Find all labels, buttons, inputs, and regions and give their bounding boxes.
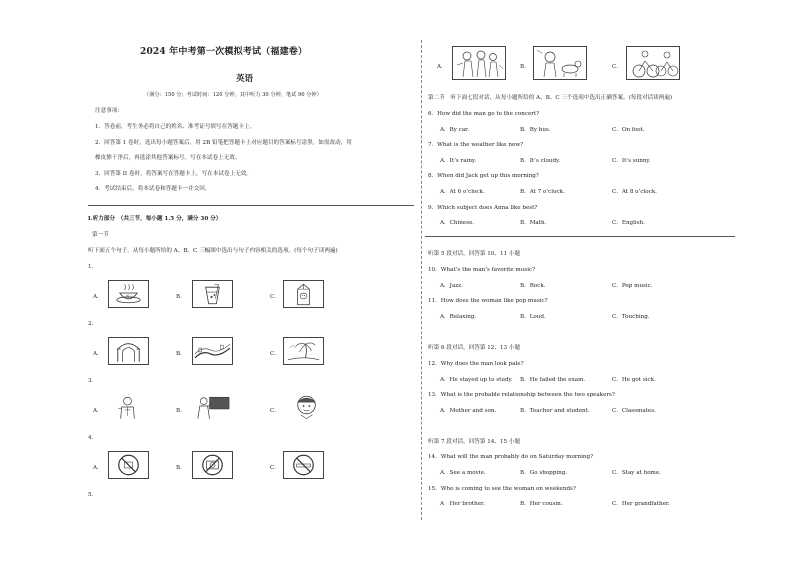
question-number: 3． (88, 378, 98, 384)
no-camera-icon (192, 451, 233, 479)
dialogue-group-label: 听第 6 段对话，回答第 12、13 小题 (428, 345, 521, 351)
separator-line (425, 236, 735, 237)
option-c: C．He got sick. (612, 377, 656, 383)
great-wall-icon (192, 337, 233, 365)
option-a: A．It’s rainy. (440, 158, 477, 164)
exam-info: （满分：150 分；考试时间：120 分钟，其中听力 30 分钟，笔试 90 分钟） (144, 92, 322, 98)
option-b: B．By bus. (520, 127, 551, 133)
police-icon (287, 394, 326, 420)
option-a: A Her brother. (440, 501, 485, 507)
island-palm-icon (283, 337, 324, 365)
option-b: B．It’s cloudy. (520, 158, 561, 164)
milk-carton-icon (283, 280, 324, 308)
listening-part-title: I.听力部分 （共三节，每小题 1.5 分，满分 30 分） (88, 216, 222, 222)
svg-text:茶: 茶 (125, 293, 130, 299)
option-label: C． (270, 408, 280, 414)
option-c: C．Her grandfather. (612, 501, 670, 507)
question-text: 10．What’s the man’s favorite music? (428, 267, 536, 273)
question-number: 2． (88, 321, 98, 327)
note-item: 1．答卷前，考生务必将自己的姓名、准考证号填写在答题卡上。 (95, 124, 256, 130)
option-a: A．Mother and son. (440, 408, 497, 414)
option-b: B．Loud. (520, 314, 546, 320)
kids-dog-icon (533, 46, 587, 80)
question-text: 7．What is the weather like now? (428, 142, 524, 148)
kids-playing-icon (452, 46, 506, 80)
note-item: 橡皮擦干净后，再选涂其他答案标号。写在本试卷上无效。 (95, 155, 241, 161)
question-text: 12．Why does the man look pale? (428, 361, 524, 367)
option-b: B．Go shopping. (520, 470, 568, 476)
section-one-instruction: 听下面五个句子，从每小题所给的 A、B、C 三幅图中选出与句子内容相关的选项。(每个句子读两遍) (88, 248, 338, 254)
option-b: B．At 7 o’clock. (520, 189, 565, 195)
option-c: C．Pop music. (612, 283, 653, 289)
question-text: 15．Who is coming to see the woman on weekends? (428, 486, 576, 492)
dialogue-group-label: 听第 5 段对话，回答第 10、11 小题 (428, 251, 521, 257)
option-b: B．Math. (520, 220, 547, 226)
note-item: 2．回答第 1 卷时，选出每小题答案后，用 2B 铅笔把答题卡上对应题目的答案标号涂黑。如需改动，用 (95, 140, 352, 146)
exam-title: 2024 年中考第一次模拟考试（福建卷） (140, 47, 308, 57)
note-item: 3．回答第 II 卷时，将答案写在答题卡上，写在本试卷上无效。 (95, 171, 252, 177)
option-a: A．He stayed up to study. (440, 377, 513, 383)
dialogue-group-label: 听第 7 段对话，回答第 14、15 小题 (428, 439, 521, 445)
option-label: A． (93, 408, 103, 414)
kids-cycling-icon (626, 46, 680, 80)
question-text: 13．What is the probable relationship between the two speakers? (428, 392, 615, 398)
option-label: A． (93, 294, 103, 300)
option-label: B． (176, 351, 186, 357)
option-a: A．Relaxing. (440, 314, 477, 320)
question-text: 8．When did Jack get up this morning? (428, 173, 539, 179)
option-c: C．At 8 o’clock. (612, 189, 657, 195)
note-item: 4．考试结束后，将本试卷和答题卡一并交回。 (95, 186, 211, 192)
subject-title: 英语 (236, 74, 254, 84)
question-text: 9．Which subject does Anna like best? (428, 205, 538, 211)
option-a: A．By car. (440, 127, 469, 133)
option-label: B． (176, 294, 186, 300)
section-one-label: 第一节 (92, 232, 109, 238)
teacher-icon (192, 394, 231, 420)
option-label: B． (520, 64, 530, 70)
no-food-icon (108, 451, 149, 479)
option-c: C．It’s sunny. (612, 158, 651, 164)
option-b: B．Her cousin. (520, 501, 563, 507)
option-b: B．Teacher and student. (520, 408, 590, 414)
option-c: C．English. (612, 220, 645, 226)
option-c: C．On foot. (612, 127, 645, 133)
question-number: 4． (88, 435, 98, 441)
tea-cup-icon (108, 280, 149, 308)
option-c: C．Stay at home. (612, 470, 661, 476)
question-text: 11．How does the woman like pop music? (428, 298, 548, 304)
no-smoking-icon (283, 451, 324, 479)
option-a: A．Jazz. (440, 283, 463, 289)
option-b: B．Rock. (520, 283, 546, 289)
question-number: 5． (88, 492, 98, 498)
separator-line (88, 205, 414, 206)
option-a: A．At 6 o’clock. (440, 189, 485, 195)
option-b: B．He failed the exam. (520, 377, 586, 383)
option-a: A．See a movie. (440, 470, 486, 476)
option-label: B． (176, 408, 186, 414)
question-text: 6．How did the man go to the concert? (428, 111, 540, 117)
option-a: A．Chinese. (440, 220, 475, 226)
option-label: C． (270, 465, 280, 471)
option-label: A． (93, 351, 103, 357)
notes-heading: 注意事项： (95, 108, 123, 114)
option-label: A． (93, 465, 103, 471)
question-text: 14．What will the man probably do on Saturday morning? (428, 454, 594, 460)
column-divider (421, 40, 422, 520)
doctor-icon (108, 394, 147, 420)
option-label: A． (437, 64, 447, 70)
option-label: C． (270, 294, 280, 300)
option-label: C． (612, 64, 622, 70)
arch-gate-icon (108, 337, 149, 365)
option-label: B． (176, 465, 186, 471)
option-c: C．Classmates. (612, 408, 656, 414)
juice-glass-icon (192, 280, 233, 308)
option-label: C． (270, 351, 280, 357)
question-number: 1． (88, 264, 98, 270)
section-two-instruction: 第二节 听下面七段对话，从每小题所给的 A、B、C 三个选项中选出正确答案。(每段对话读两遍) (428, 95, 673, 101)
option-c: C．Touching. (612, 314, 650, 320)
